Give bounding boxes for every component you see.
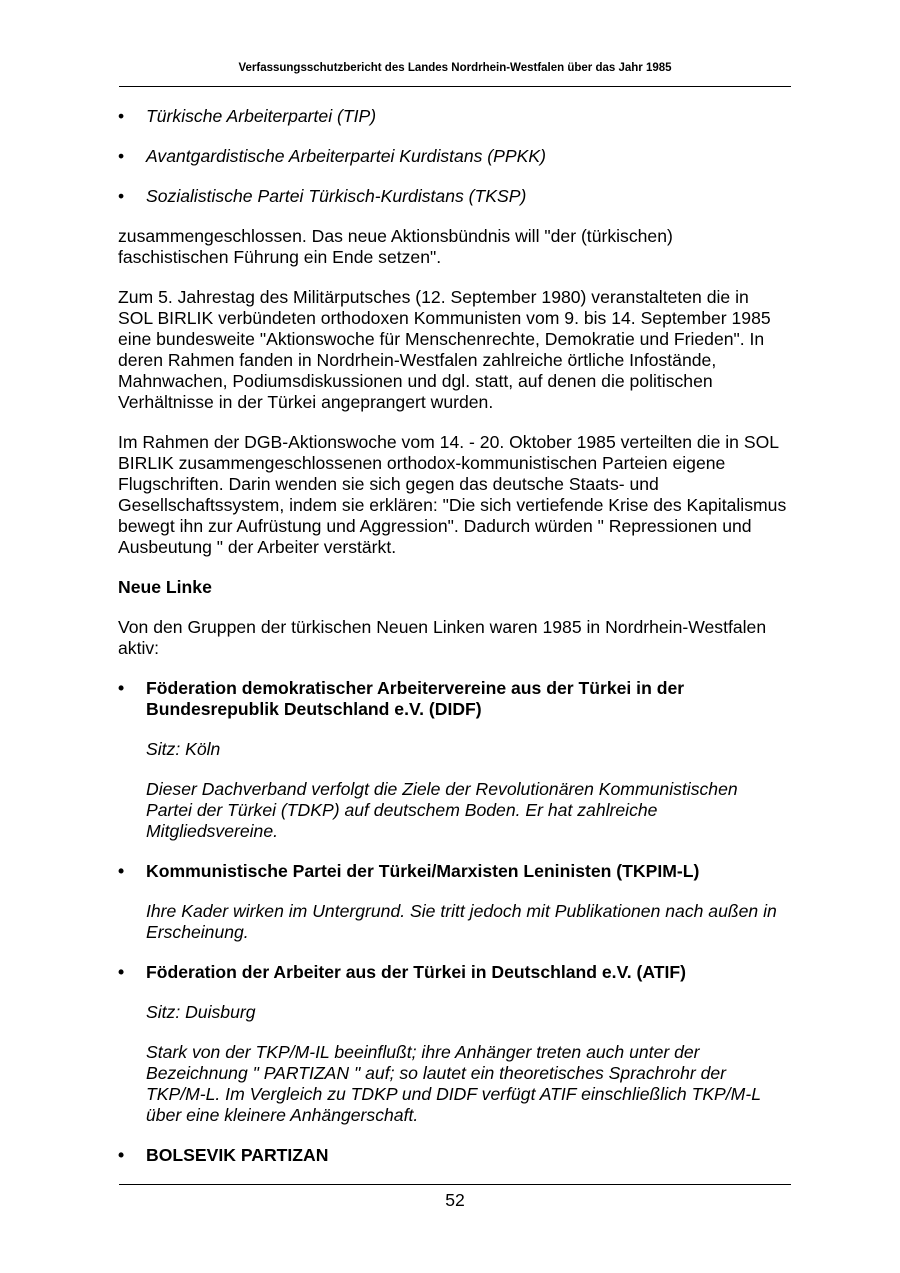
paragraph: Im Rahmen der DGB-Aktionswoche vom 14. - 20. Oktober 1985 verteilten die in SOL BIRLIK zusammengeschlossenen orthodox-kommunistischen Parteien eigene Flugschriften. Darin wenden sie sich gegen das deutsche Staats- und Gesellschaftssystem, indem sie erklären: "Die sich vertiefende Krise des Kapitalismus bewegt ihn zur Aufrüstung und Aggression". Dadurch würden " Repressionen und Ausbeutung " der Arbeiter verstärkt.: [118, 432, 787, 557]
bullet-point: •: [118, 1145, 125, 1165]
bullet-point: •: [118, 106, 125, 126]
party-name: Sozialistische Partei Türkisch-Kurdistans (TKSP): [146, 186, 527, 206]
list-item: [118, 106, 788, 127]
paragraph: zusammengeschlossen. Das neue Aktionsbündnis will "der (türkischen) faschistischen Führung ein Ende setzen".: [118, 226, 673, 267]
section-intro: Von den Gruppen der türkischen Neuen Linken waren 1985 in Nordrhein-Westfalen aktiv:: [118, 617, 767, 658]
list-item: [118, 146, 788, 167]
party-name: Türkische Arbeiterpartei (TIP): [146, 106, 377, 126]
group-seat: Sitz: Duisburg: [146, 1002, 256, 1022]
bullet-point: •: [118, 678, 125, 698]
header-rule: [119, 86, 791, 87]
group-description: Ihre Kader wirken im Untergrund. Sie tritt jedoch mit Publikationen nach außen in Erscheinung.: [146, 901, 777, 942]
running-header: Verfassungsschutzbericht des Landes Nordrhein-Westfalen über das Jahr 1985: [238, 62, 672, 74]
bullet-point: •: [118, 186, 125, 206]
group-description: Dieser Dachverband verfolgt die Ziele der Revolutionären Kommunistischen Partei der Türkei (TDKP) auf deutschem Boden. Er hat zahlreiche Mitgliedsvereine.: [146, 779, 738, 841]
section-heading: Neue Linke: [118, 577, 212, 597]
footer-rule: [119, 1184, 791, 1185]
group-name: Föderation der Arbeiter aus der Türkei in Deutschland e.V. (ATIF): [146, 962, 686, 982]
group-name: Kommunistische Partei der Türkei/Marxisten Leninisten (TKPIM-L): [146, 861, 700, 881]
group-description: Stark von der TKP/M-IL beeinflußt; ihre Anhänger treten auch unter der Bezeichnung " PARTIZAN " auf; so lautet ein theoretisches Sprachrohr der TKP/M-L. Im Vergleich zu TDKP und DIDF verfügt ATIF einschließlich TKP/M-L über eine kleinere Anhängerschaft.: [146, 1042, 761, 1125]
page-number: 52: [445, 1190, 465, 1210]
bullet-point: •: [118, 146, 125, 166]
group-item: [118, 678, 788, 720]
page-body: [118, 106, 788, 1185]
group-item: [118, 861, 788, 882]
group-item: [118, 1145, 788, 1166]
group-name: BOLSEVIK PARTIZAN: [146, 1145, 329, 1165]
group-item: [118, 962, 788, 983]
list-item: [118, 186, 788, 207]
party-name: Avantgardistische Arbeiterpartei Kurdistans (PPKK): [146, 146, 546, 166]
bullet-point: •: [118, 962, 125, 982]
group-name: Föderation demokratischer Arbeitervereine aus der Türkei in der Bundesrepublik Deutschland e.V. (DIDF): [146, 678, 685, 719]
group-seat: Sitz: Köln: [146, 739, 221, 759]
paragraph: Zum 5. Jahrestag des Militärputsches (12. September 1980) veranstalteten die in SOL BIRLIK verbündeten orthodoxen Kommunisten vom 9. bis 14. September 1985 eine bundesweite "Aktionswoche für Menschenrechte, Demokratie und Frieden". In deren Rahmen fanden in Nordrhein-Westfalen zahlreiche örtliche Infostände, Mahnwachen, Podiumsdiskussionen und dgl. statt, auf denen die politischen Verhältnisse in der Türkei angeprangert wurden.: [118, 287, 771, 412]
bullet-point: •: [118, 861, 125, 881]
